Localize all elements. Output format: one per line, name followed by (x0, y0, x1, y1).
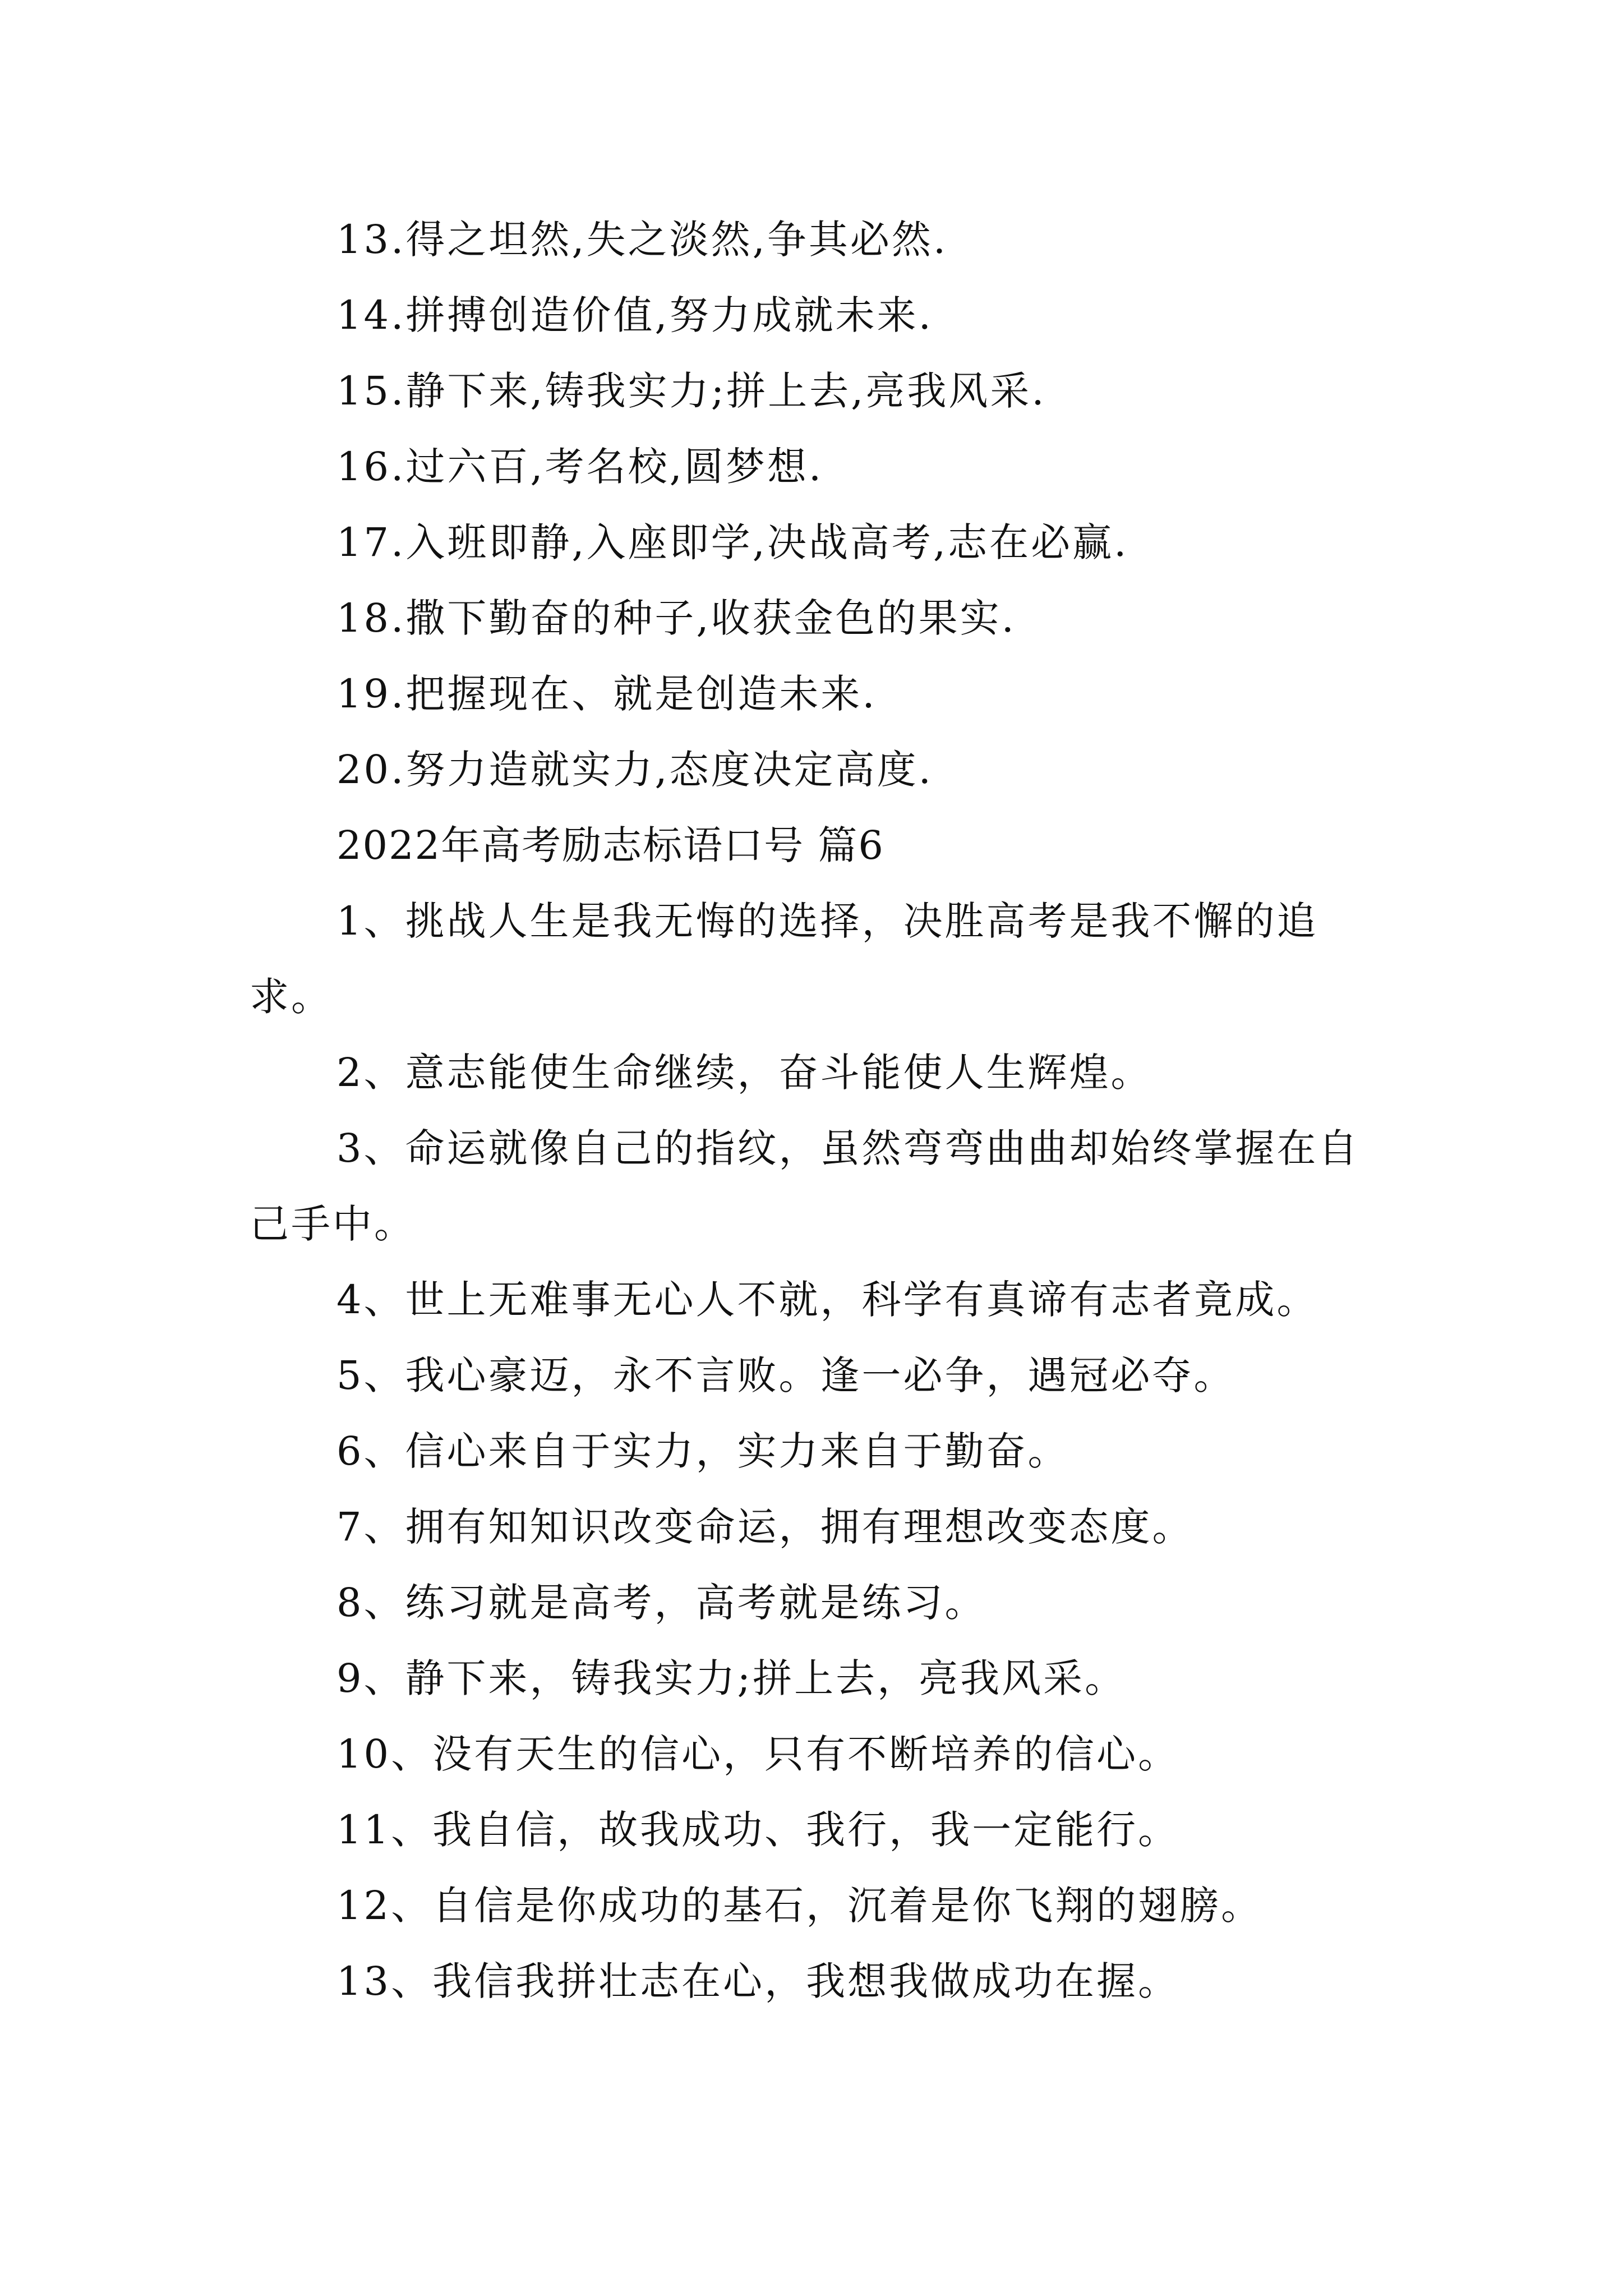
slogan-line: 15.静下来,铸我实力;拼上去,亮我风采. (336, 368, 1046, 414)
slogan-line: 14.拼搏创造价值,努力成就未来. (336, 292, 933, 338)
slogan-line: 1、挑战人生是我无悔的选择，决胜高考是我不懈的追求。 (250, 898, 1318, 1020)
slogan-line: 11、我自信，故我成功、我行，我一定能行。 (336, 1807, 1180, 1853)
slogan-line: 10、没有天生的信心，只有不断培养的信心。 (336, 1731, 1180, 1777)
slogan-line: 18.撒下勤奋的种子,收获金色的果实. (336, 595, 1016, 641)
slogan-line: 4、世上无难事无心人不就，科学有真谛有志者竟成。 (336, 1277, 1318, 1323)
slogan-line: 6、信心来自于实力，实力来自于勤奋。 (336, 1428, 1069, 1474)
section-heading: 2022年高考励志标语口号 篇6 (336, 822, 884, 868)
slogan-line: 2、意志能使生命继续，奋斗能使人生辉煌。 (336, 1050, 1152, 1096)
slogan-line: 19.把握现在、就是创造未来. (336, 671, 877, 717)
slogan-line: 13.得之坦然,失之淡然,争其必然. (336, 217, 948, 263)
slogan-line: 9、静下来，铸我实力;拼上去，亮我风采。 (336, 1655, 1127, 1701)
slogan-line: 17.入班即静,入座即学,决战高考,志在必赢. (336, 519, 1129, 565)
slogan-line: 12、自信是你成功的基石，沉着是你飞翔的翅膀。 (336, 1883, 1263, 1929)
slogan-line: 3、命运就像自己的指纹，虽然弯弯曲曲却始终掌握在自己手中。 (250, 1125, 1360, 1247)
slogan-line: 20.努力造就实力,态度决定高度. (336, 747, 933, 793)
slogan-line: 8、练习就是高考，高考就是练习。 (336, 1580, 986, 1626)
slogan-line: 13、我信我拼壮志在心，我想我做成功在握。 (336, 1958, 1180, 2004)
document-body (250, 202, 1388, 2019)
slogan-line: 16.过六百,考名校,圆梦想. (336, 444, 824, 490)
slogan-line: 5、我心豪迈，永不言败。逢一必争，遇冠必夺。 (336, 1352, 1235, 1398)
slogan-line: 7、拥有知知识改变命运，拥有理想改变态度。 (336, 1504, 1194, 1550)
